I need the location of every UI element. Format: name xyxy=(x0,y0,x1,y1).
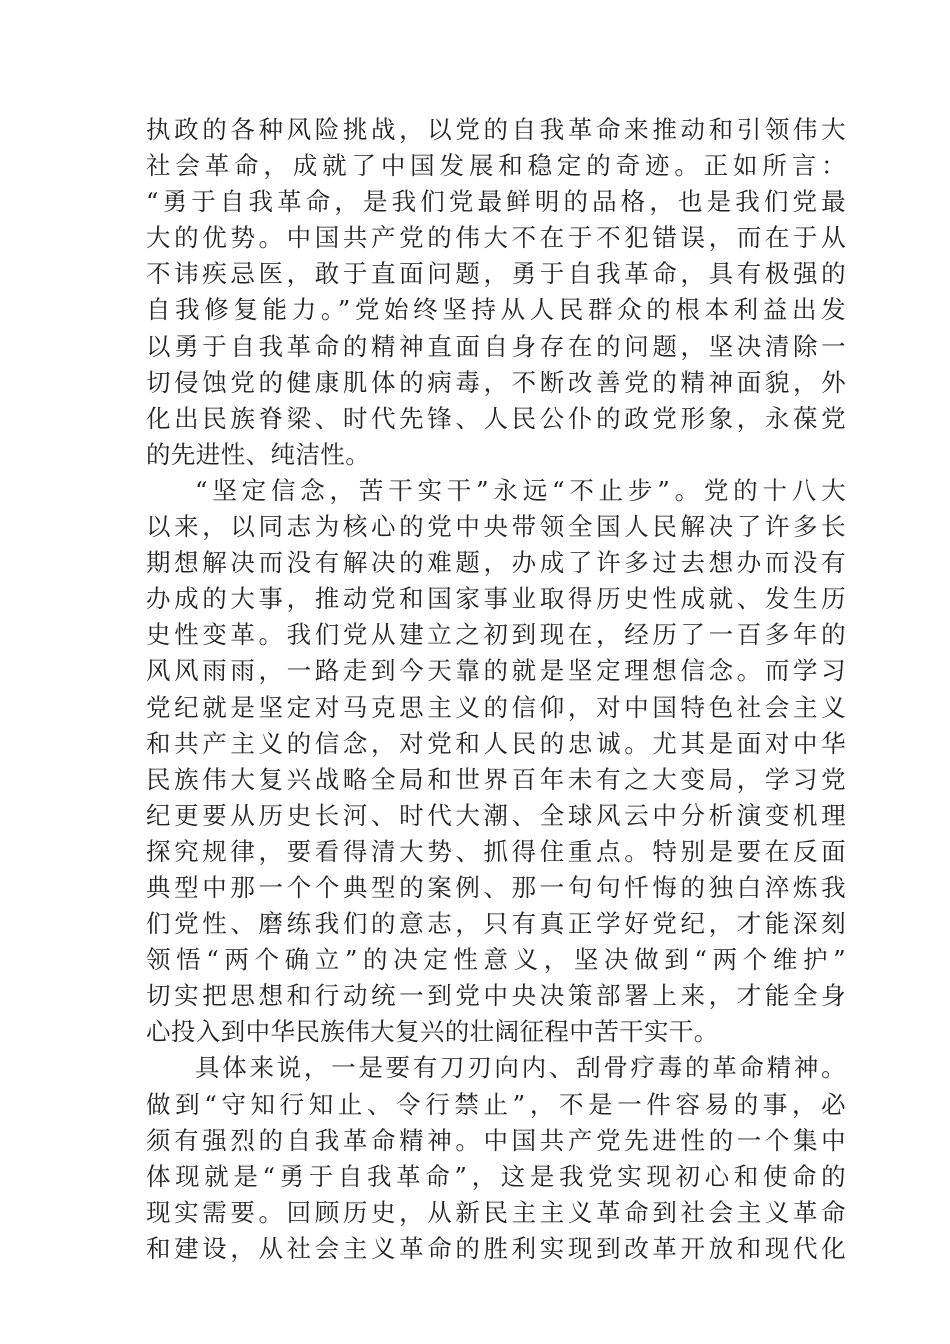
text-line: 做到“守知行知止、令行禁止”，不是一件容易的事，必 xyxy=(146,1089,846,1119)
text-line: 以来，以同志为核心的党中央带领全国人民解决了许多长 xyxy=(146,512,846,542)
text-line: 党纪就是坚定对马克思主义的信仰，对中国特色社会主义 xyxy=(146,692,846,722)
text-line: 和建设，从社会主义革命的胜利实现到改革开放和现代化 xyxy=(146,1233,846,1263)
text-line: 心投入到中华民族伟大复兴的壮阔征程中苦干实干。 xyxy=(146,1017,719,1047)
text-line: 自我修复能力。”党始终坚持从人民群众的根本利益出发 xyxy=(146,295,846,325)
text-line: 期想解决而没有解决的难题，办成了许多过去想办而没有 xyxy=(146,548,846,578)
text-line: 领悟“两个确立”的决定性意义，坚决做到“两个维护” xyxy=(146,945,846,975)
text-line: 大的优势。中国共产党的伟大不在于不犯错误，而在于从 xyxy=(146,223,846,253)
text-line: 办成的大事，推动党和国家事业取得历史性成就、发生历 xyxy=(146,584,846,614)
text-line: 以勇于自我革命的精神直面自身存在的问题，坚决清除一 xyxy=(146,331,846,361)
text-line: 民族伟大复兴战略全局和世界百年未有之大变局，学习党 xyxy=(146,764,846,794)
text-line: “坚定信念，苦干实干”永远“不止步”。党的十八大 xyxy=(195,475,846,505)
text-line: 体现就是“勇于自我革命”，这是我党实现初心和使命的 xyxy=(146,1161,846,1191)
text-line: 化出民族脊梁、时代先锋、人民公仆的政党形象，永葆党 xyxy=(146,403,846,433)
text-line: 史性变革。我们党从建立之初到现在，经历了一百多年的 xyxy=(146,620,846,650)
text-line: 典型中那一个个典型的案例、那一句句忏悔的独白淬炼我 xyxy=(146,872,846,902)
text-line: “勇于自我革命，是我们党最鲜明的品格，也是我们党最 xyxy=(146,187,846,217)
body-text xyxy=(146,112,846,1267)
text-line: 切侵蚀党的健康肌体的病毒，不断改善党的精神面貌，外 xyxy=(146,367,846,397)
text-line: 纪更要从历史长河、时代大潮、全球风云中分析演变机理 xyxy=(146,800,846,830)
text-line: 现实需要。回顾历史，从新民主主义革命到社会主义革命 xyxy=(146,1197,846,1227)
text-line: 不讳疾忌医，敢于直面问题，勇于自我革命，具有极强的 xyxy=(146,259,846,289)
text-line: 社会革命，成就了中国发展和稳定的奇迹。正如所言： xyxy=(146,151,846,181)
text-line: 切实把思想和行动统一到党中央决策部署上来，才能全身 xyxy=(146,981,846,1011)
text-line: 具体来说，一是要有刀刃向内、刮骨疗毒的革命精神。 xyxy=(195,1053,846,1083)
text-line: 执政的各种风险挑战，以党的自我革命来推动和引领伟大 xyxy=(146,115,846,144)
text-line: 和共产主义的信念，对党和人民的忠诚。尤其是面对中华 xyxy=(146,728,846,758)
text-line: 的先进性、纯洁性。 xyxy=(146,439,371,469)
text-line: 们党性、磨练我们的意志，只有真正学好党纪，才能深刻 xyxy=(146,909,846,939)
text-line: 探究规律，要看得清大势、抓得住重点。特别是要在反面 xyxy=(146,836,846,866)
text-line: 风风雨雨，一路走到今天靠的就是坚定理想信念。而学习 xyxy=(146,656,846,686)
text-line: 须有强烈的自我革命精神。中国共产党先进性的一个集中 xyxy=(146,1125,846,1155)
